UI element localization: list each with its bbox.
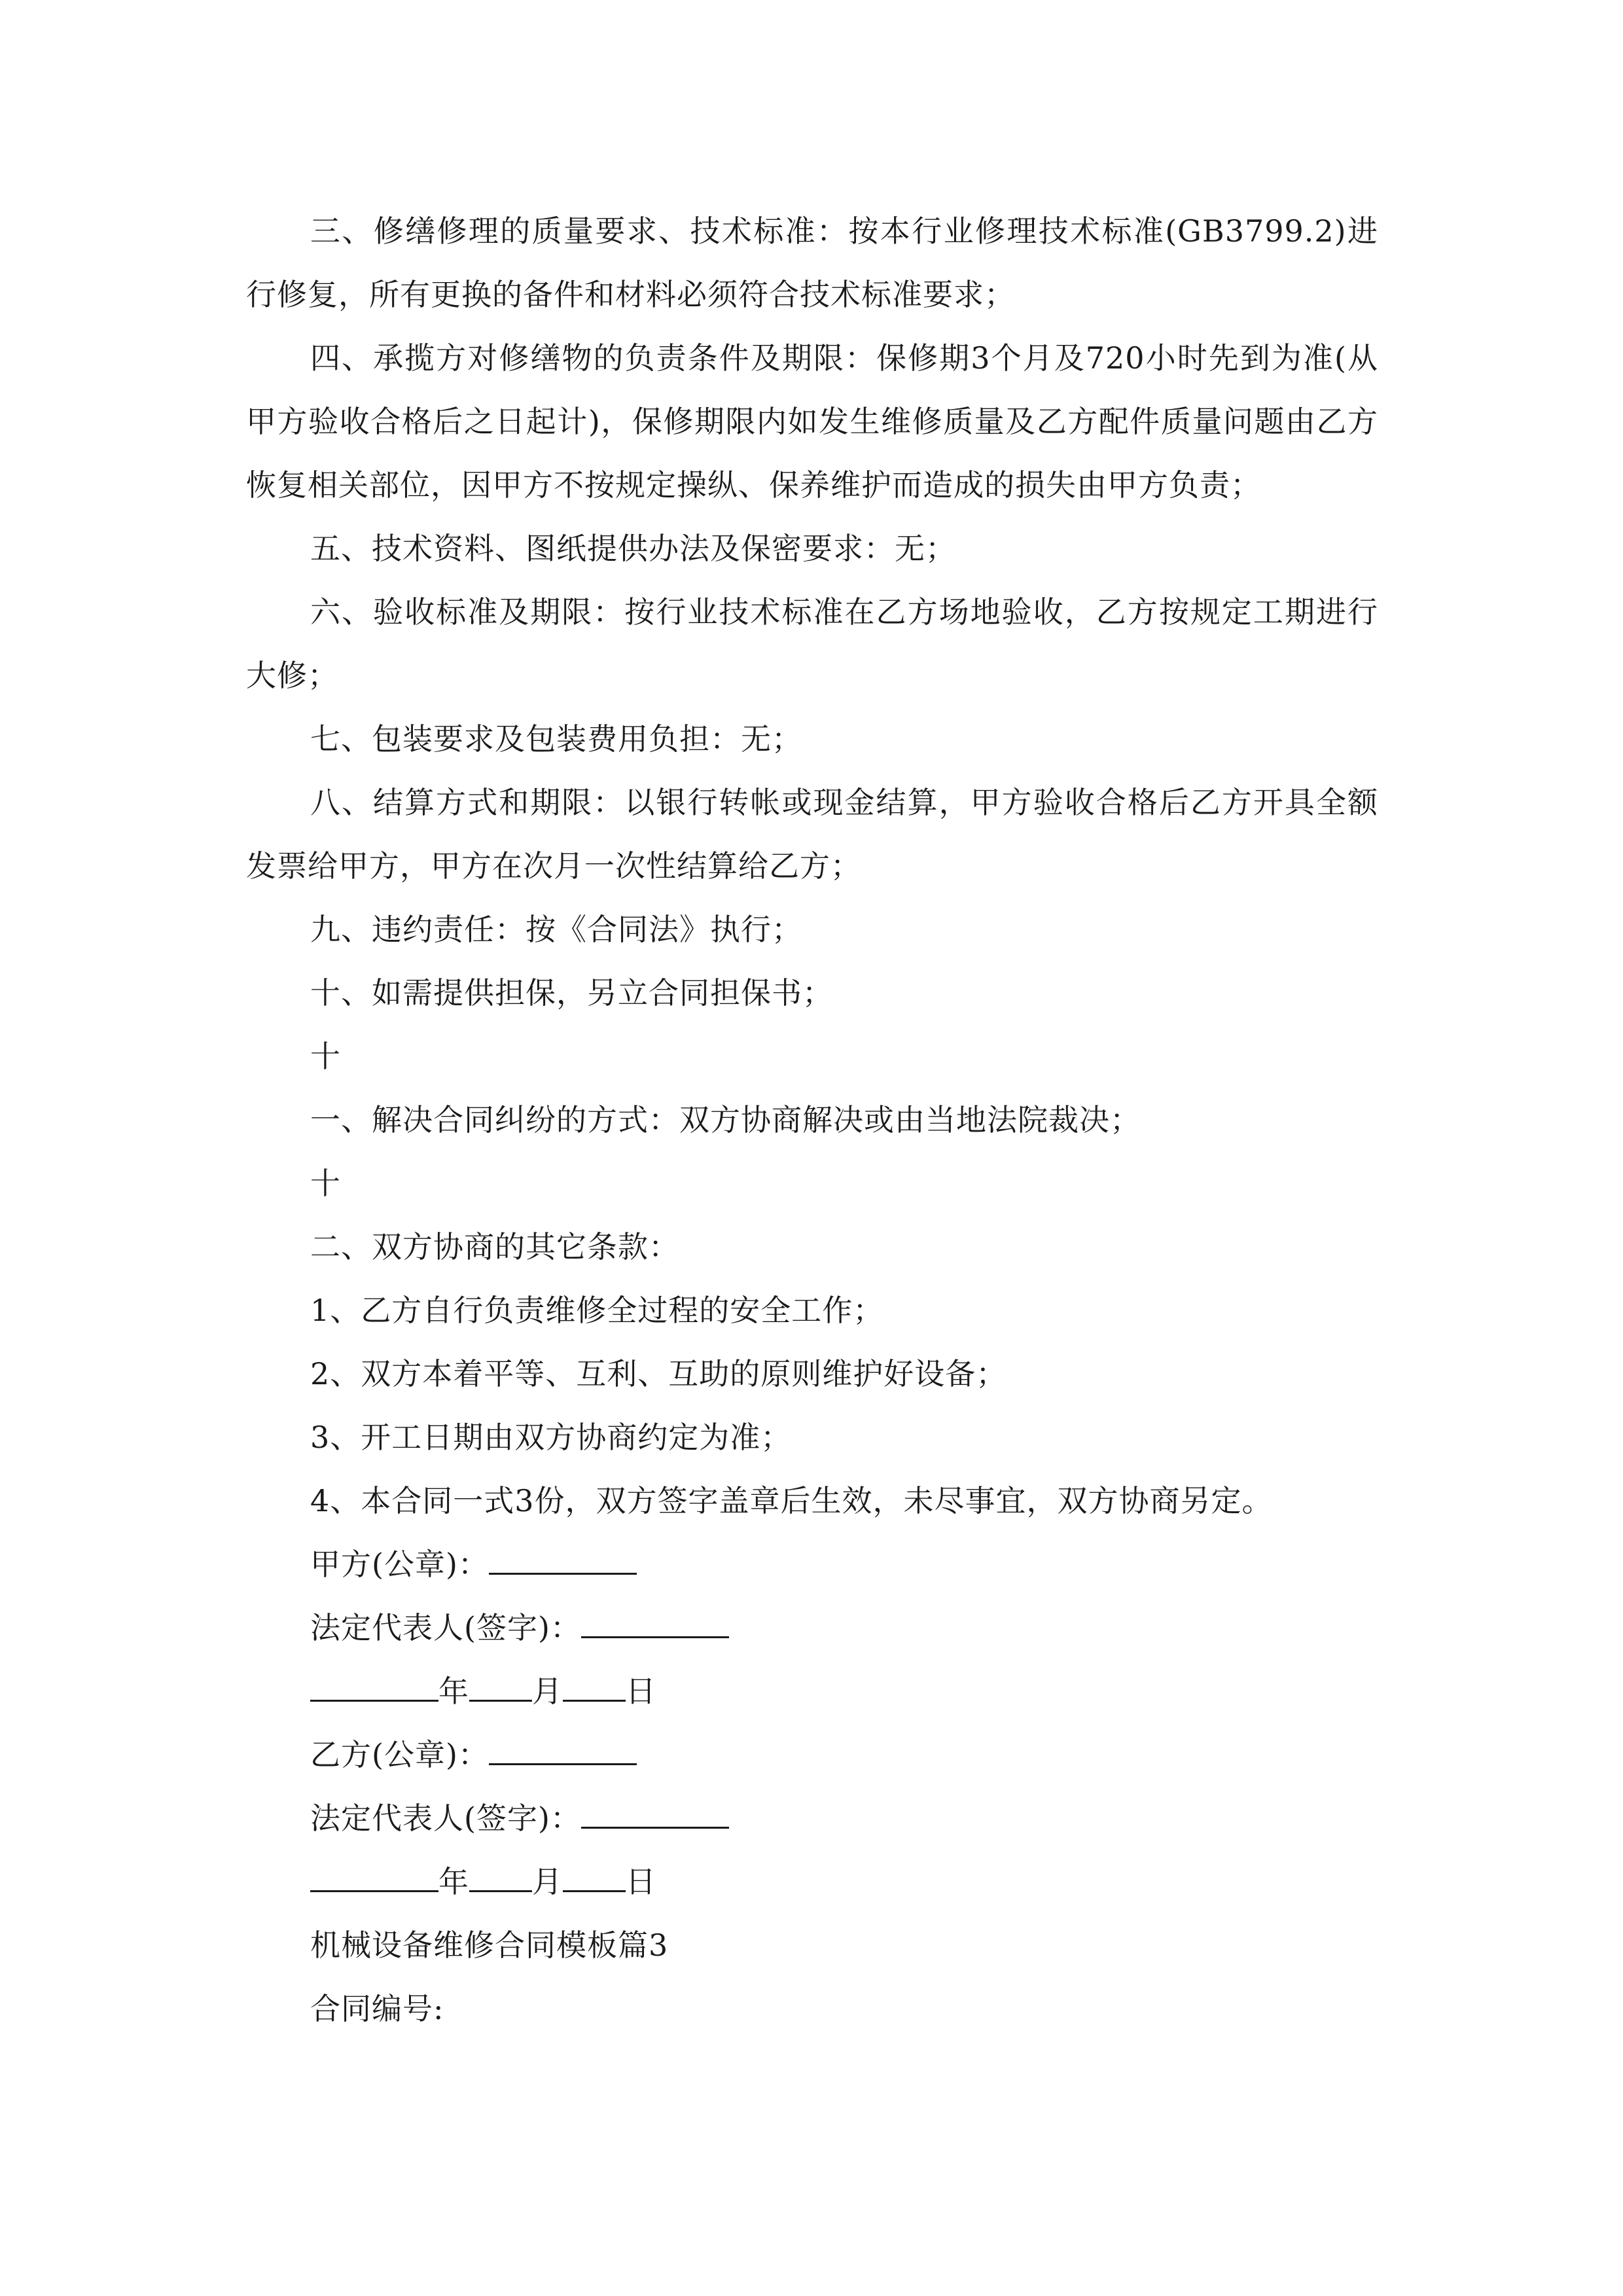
year-label: 年 (438, 1674, 469, 1709)
party-a-month-blank[interactable] (469, 1675, 532, 1702)
clause-7: 七、包装要求及包装费用负担：无； (310, 721, 802, 757)
party-b-seal-blank[interactable] (489, 1738, 637, 1765)
contract-number-label: 合同编号: (310, 1991, 444, 2026)
clause-11-prefix: 十 (310, 1039, 341, 1074)
clause-9: 九、违约责任：按《合同法》执行； (310, 912, 802, 947)
clause-10: 十、如需提供担保，另立合同担保书； (310, 975, 833, 1011)
month-label: 月 (532, 1674, 563, 1709)
party-a-day-blank[interactable] (563, 1675, 626, 1702)
party-b-rep-label: 法定代表人(签字)： (310, 1801, 581, 1836)
party-b-rep-line (246, 1787, 1378, 1850)
year-label: 年 (438, 1864, 469, 1899)
item-2: 2、双方本着平等、互利、互助的原则维护好设备； (310, 1356, 1007, 1391)
clause-8: 八、结算方式和期限：以银行转帐或现金结算，甲方验收合格后乙方开具全额发票给甲方，甲方在次月一次性结算给乙方； (246, 785, 1378, 884)
party-a-year-blank[interactable] (310, 1675, 438, 1702)
party-b-day-blank[interactable] (563, 1865, 626, 1892)
item-4: 4、本合同一式3份，双方签字盖章后生效，未尽事宜，双方协商另定。 (310, 1483, 1273, 1518)
party-b-date-line (246, 1850, 1378, 1914)
item-3: 3、开工日期由双方协商约定为准； (310, 1420, 792, 1455)
party-b-seal-line (246, 1723, 1378, 1787)
item-1: 1、乙方自行负责维修全过程的安全工作； (310, 1293, 884, 1328)
clause-5: 五、技术资料、图纸提供办法及保密要求：无； (310, 531, 956, 566)
party-b-seal-label: 乙方(公章)： (310, 1737, 489, 1772)
clause-11-text: 一、解决合同纠纷的方式：双方协商解决或由当地法院裁决； (310, 1102, 1141, 1138)
document-body (246, 200, 1378, 2041)
party-a-seal-label: 甲方(公章)： (310, 1547, 489, 1582)
month-label: 月 (532, 1864, 563, 1899)
party-a-seal-line (246, 1533, 1378, 1596)
clause-4: 四、承揽方对修缮物的负责条件及期限：保修期3个月及720小时先到为准(从甲方验收合格后之日起计)，保修期限内如发生维修质量及乙方配件质量问题由乙方恢复相关部位，因甲方不按规定操纵、保养维护而造成的损失由甲方负责； (246, 340, 1378, 503)
clause-12-text: 二、双方协商的其它条款： (310, 1229, 679, 1265)
party-a-rep-line (246, 1596, 1378, 1660)
party-a-date-line (246, 1660, 1378, 1723)
party-a-rep-label: 法定代表人(签字)： (310, 1610, 581, 1645)
day-label: 日 (626, 1674, 656, 1709)
clause-6: 六、验收标准及期限：按行业技术标准在乙方场地验收，乙方按规定工期进行大修； (246, 594, 1378, 693)
party-b-year-blank[interactable] (310, 1865, 438, 1892)
section-title: 机械设备维修合同模板篇3 (310, 1928, 669, 1963)
party-b-month-blank[interactable] (469, 1865, 532, 1892)
day-label: 日 (626, 1864, 656, 1899)
clause-3: 三、修缮修理的质量要求、技术标准：按本行业修理技术标准(GB3799.2)进行修复，所有更换的备件和材料必须符合技术标准要求； (246, 213, 1378, 312)
party-a-rep-blank[interactable] (581, 1611, 729, 1638)
clause-12-prefix: 十 (310, 1166, 341, 1201)
party-a-seal-blank[interactable] (489, 1548, 637, 1575)
party-b-rep-blank[interactable] (581, 1802, 729, 1829)
